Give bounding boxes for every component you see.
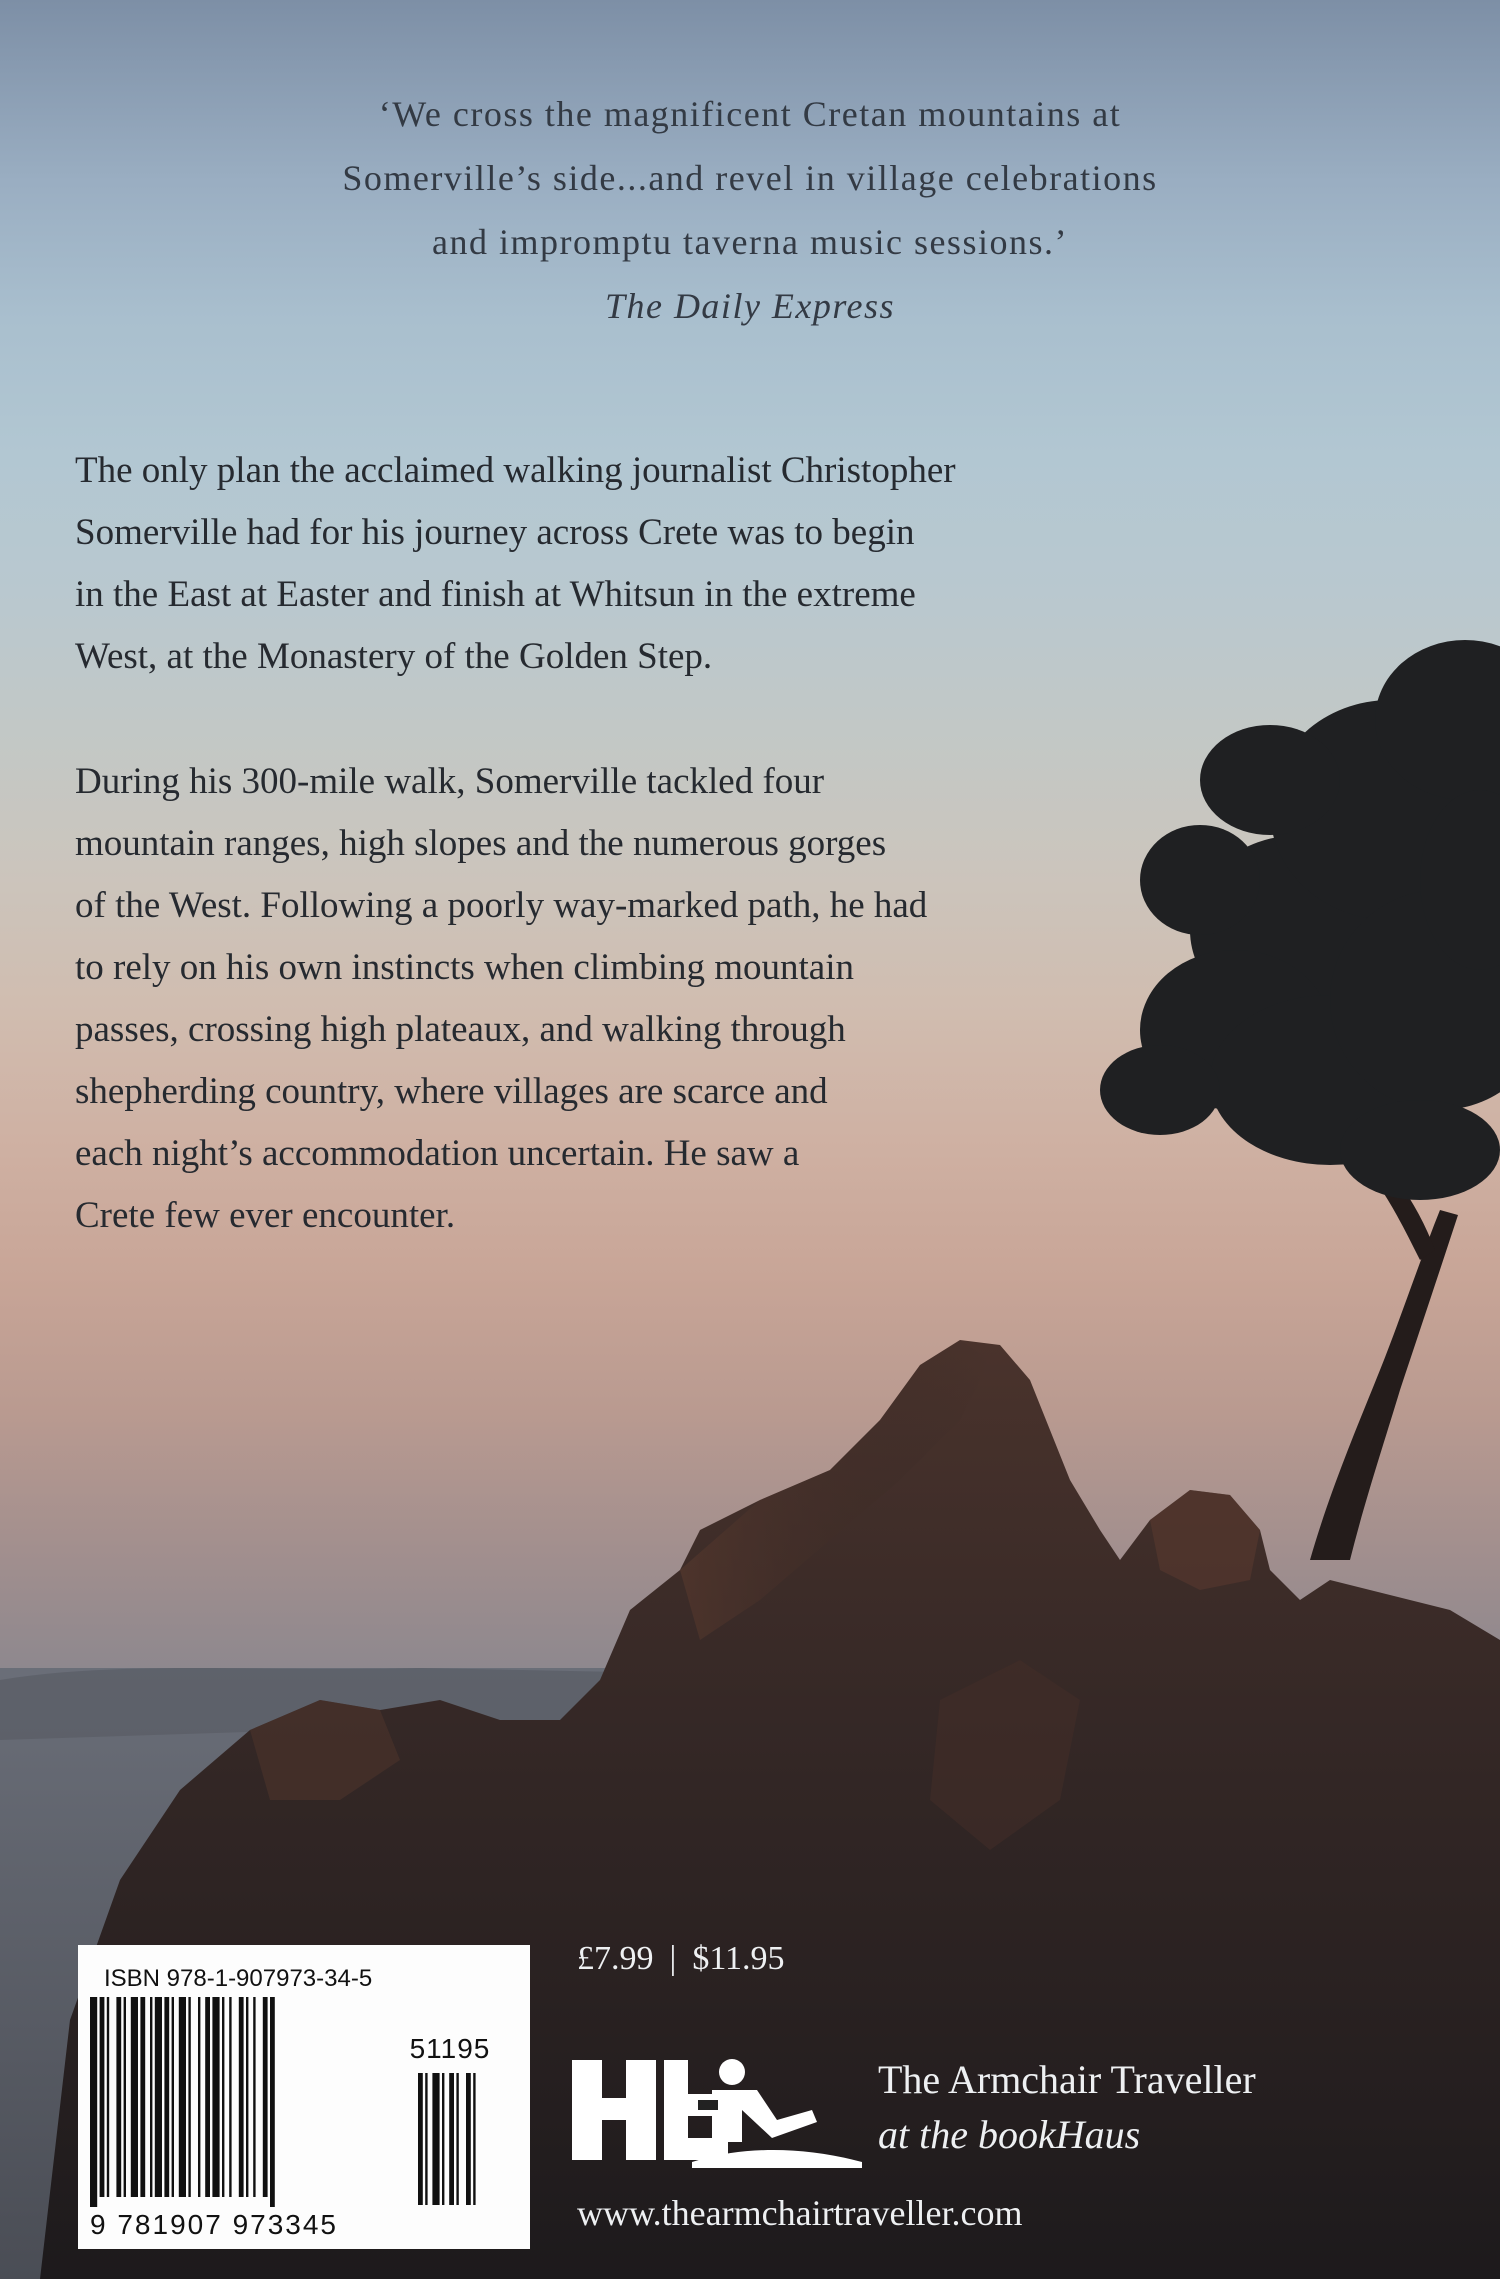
barcode-bar — [239, 1997, 244, 2197]
price-usd: $11.95 — [692, 1940, 785, 1977]
tree-trunk — [1310, 1210, 1458, 1560]
blurb-line: to rely on his own instincts when climbing mountain — [75, 947, 854, 988]
review-quote — [140, 82, 1360, 338]
barcode-bar — [124, 1997, 126, 2197]
barcode-bar — [164, 1997, 169, 2197]
barcode-bar — [155, 1997, 162, 2197]
barcode-bar — [131, 1997, 138, 2197]
publisher-name: The Armchair Traveller — [878, 2057, 1256, 2102]
barcode-bar — [246, 1997, 248, 2197]
blurb-line: During his 300-mile walk, Somerville tackled four — [75, 761, 825, 802]
barcode-bar — [179, 1997, 186, 2197]
barcode-bar — [90, 1997, 97, 2207]
price-separator: | — [669, 1940, 677, 1977]
publisher-url[interactable]: www.thearmchairtraveller.com — [577, 2193, 1023, 2233]
blurb-line: West, at the Monastery of the Golden Step. — [75, 636, 713, 677]
quote-line: ‘We cross the magnificent Cretan mountains at — [378, 94, 1122, 134]
barcode-bar — [222, 1997, 224, 2197]
barcode-bar — [263, 1997, 268, 2197]
blurb-line: passes, crossing high plateaux, and walking through — [75, 1009, 846, 1050]
barcode-bar — [198, 1997, 200, 2197]
blurb-paragraph-1 — [75, 440, 1195, 688]
quote-source: The Daily Express — [604, 286, 896, 326]
barcode-bar — [150, 1997, 152, 2197]
blurb-line: Crete few ever encounter. — [75, 1195, 456, 1236]
barcode-bar — [172, 1997, 174, 2197]
barcode-bar — [188, 1997, 190, 2197]
barcode-bar — [100, 1997, 105, 2197]
blurb-line: shepherding country, where villages are scarce and — [75, 1071, 828, 1112]
quote-line: Somerville’s side...and revel in village celebrations — [342, 158, 1158, 198]
blurb-line: Somerville had for his journey across Crete was to begin — [75, 512, 915, 553]
barcode-bar — [442, 2073, 444, 2205]
price-gbp: £7.99 — [577, 1940, 654, 1977]
barcode-bar — [418, 2073, 423, 2205]
barcode-bar — [212, 1997, 219, 2197]
barcode-bar — [466, 2073, 471, 2205]
barcode-bar — [140, 1997, 145, 2197]
barcode-supplement-code: 51195 — [409, 2033, 491, 2064]
blurb-line: The only plan the acclaimed walking journalist Christopher — [75, 450, 956, 491]
quote-line: and impromptu taverna music sessions.’ — [432, 222, 1068, 262]
barcode-bar — [205, 1997, 210, 2197]
barcode-bar — [229, 1997, 231, 2197]
barcode-bar — [425, 2073, 427, 2205]
hb-reader-logo-icon — [572, 2050, 862, 2170]
blurb-paragraph-2 — [75, 751, 1195, 1247]
barcode-bar — [473, 2073, 475, 2205]
isbn-label: ISBN 978-1-907973-34-5 — [104, 1965, 373, 1992]
blurb-line: in the East at Easter and finish at Whitsun in the extreme — [75, 574, 916, 615]
barcode-bar — [253, 1997, 255, 2197]
barcode-digits: 9 781907 973345 — [90, 2209, 338, 2240]
barcode-bar — [449, 2073, 454, 2205]
barcode-bar — [107, 1997, 109, 2197]
barcode-bar — [116, 1997, 121, 2197]
barcode-bar — [270, 1997, 275, 2207]
price — [577, 1940, 785, 1978]
blurb-line: each night’s accommodation uncertain. He saw a — [75, 1133, 800, 1174]
blurb-line: mountain ranges, high slopes and the numerous gorges — [75, 823, 887, 864]
barcode-bar — [456, 2073, 458, 2205]
barcode-panel — [78, 1945, 530, 2249]
barcode-bar — [432, 2073, 439, 2205]
blurb-line: of the West. Following a poorly way-marked path, he had — [75, 885, 928, 926]
publisher-subtitle: at the bookHaus — [878, 2112, 1141, 2157]
